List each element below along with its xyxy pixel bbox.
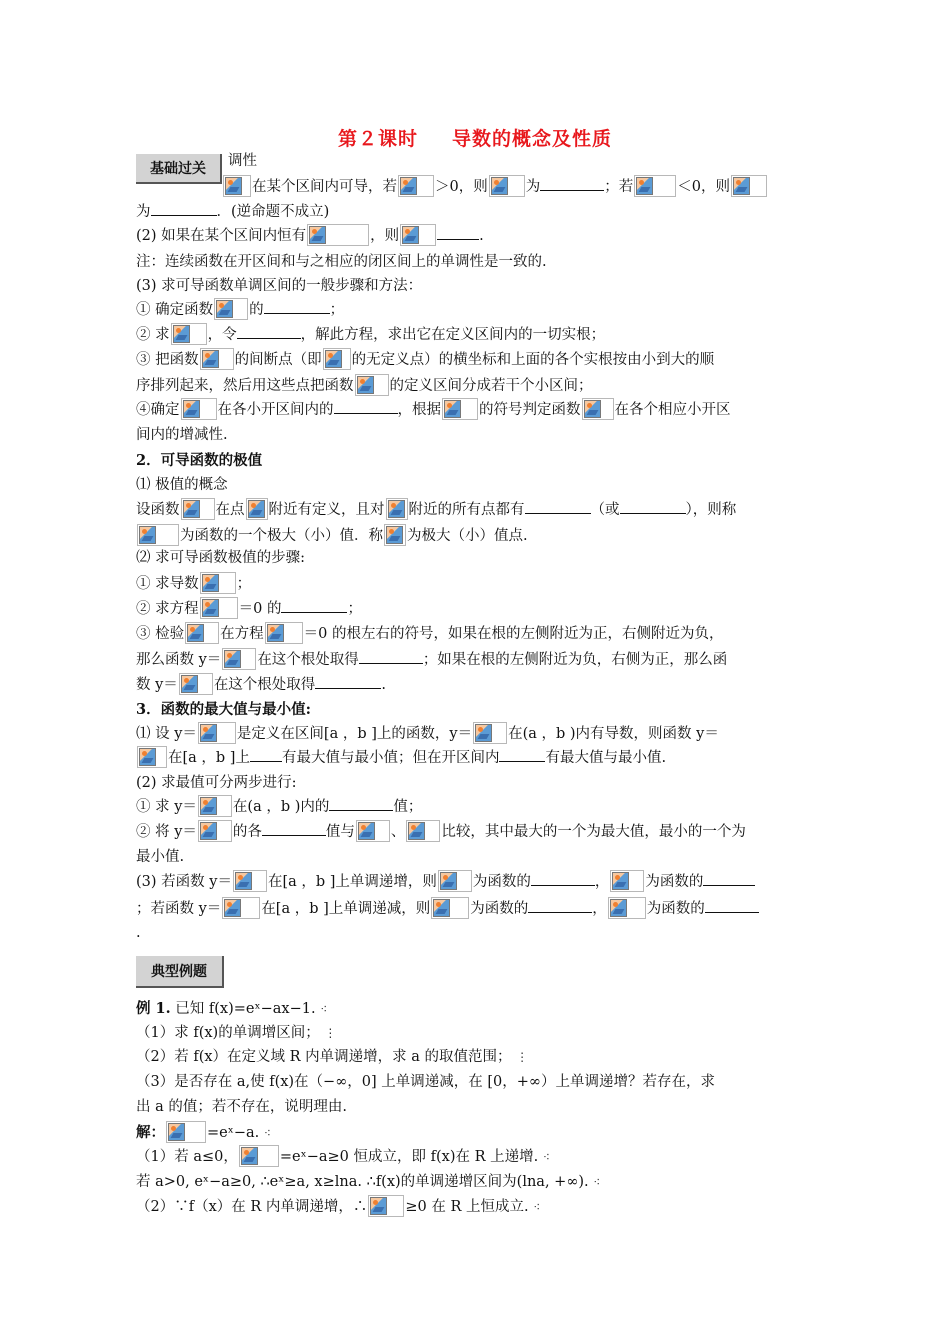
formula-image-icon <box>610 870 644 892</box>
formula-image-icon <box>200 348 234 370</box>
text-line: （3）是否存在 a,使 f(x)在（−∞，0] 上单调递减，在 [0，+∞）上单调递增？若存在，求 <box>136 1074 715 1090</box>
text-line: （2）若 f(x）在定义域 R 内单调递增，求 a 的取值范围； ⋮ <box>136 1049 529 1065</box>
formula-image-icon <box>200 597 238 619</box>
formula-image-icon <box>198 820 232 842</box>
formula-image-icon <box>198 722 236 744</box>
section-label-examples: 典型例题 <box>136 956 224 988</box>
formula-image-icon <box>198 795 232 817</box>
text-line: 数 y＝ 在这个根处取得 . <box>136 673 816 696</box>
formula-image-icon <box>400 224 436 246</box>
text-line: 出 a 的值；若不存在，说明理由. <box>136 1099 347 1115</box>
formula-image-icon <box>200 572 236 594</box>
formula-image-icon <box>166 1121 206 1143</box>
text-line: (3) 若函数 y＝ 在[a ，b ]上单调递增，则 为函数的 ， 为函数的 <box>136 870 816 893</box>
text-line: ③ 检验 在方程 ＝0 的根左右的符号，如果在根的左侧附近为正，右侧附近为负， <box>136 622 816 645</box>
formula-image-icon <box>239 1145 279 1167</box>
text-line: ② 将 y＝ 的各 值与 、 比较，其中最大的一个为最大值，最小的一个为 <box>136 820 816 843</box>
formula-image-icon <box>386 498 408 520</box>
formula-image-icon <box>222 648 256 670</box>
formula-image-icon <box>179 673 213 695</box>
text-line: （1）求 f(x)的单调增区间； ⋮ <box>136 1025 337 1041</box>
formula-image-icon <box>398 175 434 197</box>
formula-image-icon <box>731 175 767 197</box>
text-line: ④确定 在各小开区间内的 ，根据 的符号判定函数 在各个相应小开区 <box>136 398 816 421</box>
text-line: 为函数的一个极大（小）值．称 为极大（小）值点. <box>136 524 816 547</box>
formula-image-icon <box>608 897 646 919</box>
formula-image-icon <box>355 374 389 396</box>
text-line: ；若函数 y＝ 在[a ，b ]上单调递减，则 为函数的 ， 为函数的 <box>136 897 816 920</box>
text-line: 间内的增减性. <box>136 427 228 443</box>
text-line: 那么函数 y＝ 在这个根处取得 ；如果在根的左侧附近为负，右侧为正，那么函 <box>136 648 816 671</box>
text-line: ② 求方程 ＝0 的 ； <box>136 597 816 620</box>
lesson-number: 第２课时 <box>337 128 418 150</box>
formula-image-icon <box>223 175 251 197</box>
formula-image-icon <box>489 175 525 197</box>
formula-image-icon <box>222 897 260 919</box>
formula-image-icon <box>181 498 215 520</box>
page-title <box>0 124 950 151</box>
text-line: ③ 把函数 的间断点（即 的无定义点）的横坐标和上面的各个实根按由小到大的顺 <box>136 348 816 371</box>
formula-image-icon <box>181 398 217 420</box>
formula-image-icon <box>233 870 267 892</box>
text-line: ② 求 ，令 ，解此方程，求出它在定义区间内的一切实根； <box>136 323 816 346</box>
text-line: 序排列起来，然后用这些点把函数 的定义区间分成若干个小区间； <box>136 374 816 397</box>
formula-image-icon <box>246 498 268 520</box>
formula-image-icon <box>323 348 351 370</box>
section-heading: 3．函数的最大值与最小值: <box>136 701 311 718</box>
text-line: (2) 如果在某个区间内恒有 ，则 . <box>136 224 816 247</box>
text-line: ⑴ 设 y＝ 是定义在区间[a ，b ]上的函数，y＝ 在(a ，b )内有导数，则函数 y＝ <box>136 722 816 745</box>
formula-image-icon <box>171 323 207 345</box>
formula-image-icon <box>634 175 676 197</box>
text-line: （1）若 a≤0， =eˣ−a≥0 恒成立，即 f(x)在 R 上递增. ⁖ <box>136 1145 816 1168</box>
text-line: ① 求导数 ； <box>136 572 816 595</box>
formula-image-icon <box>185 622 219 644</box>
text-line: 设函数 在点 附近有定义，且对 附近的所有点都有 （或 ），则称 <box>136 498 816 521</box>
formula-image-icon <box>265 622 303 644</box>
text-line: （2）∵f（x）在 R 内单调递增，∴ ≥0 在 R 上恒成立. ⁖ <box>136 1195 816 1218</box>
text-line: ① 求 y＝ 在(a ，b )内的 值； <box>136 795 816 818</box>
formula-image-icon <box>384 524 406 546</box>
text-line: 在某个区间内可导，若 ＞0，则 为 ；若 ＜0，则 <box>222 175 902 198</box>
formula-image-icon <box>137 524 179 546</box>
formula-image-icon <box>368 1195 404 1217</box>
text-line: 最小值. <box>136 849 185 865</box>
text-line: (2) 求最值可分两步进行: <box>136 775 297 791</box>
text-line: ⑵ 求可导函数极值的步骤: <box>136 550 305 566</box>
text-line: (3) 求可导函数单调区间的一般步骤和方法： <box>136 278 423 294</box>
formula-image-icon <box>406 820 440 842</box>
text-line: 调性 <box>228 153 257 169</box>
formula-image-icon <box>356 820 390 842</box>
formula-image-icon <box>214 298 248 320</box>
lesson-topic: 导数的概念及性质 <box>452 128 613 150</box>
formula-image-icon <box>473 722 507 744</box>
text-line: ① 确定函数 的 ； <box>136 298 816 321</box>
formula-image-icon <box>431 897 469 919</box>
example-heading: 例 1. 已知 f(x)=eˣ−ax−1. ⁖ <box>136 1000 328 1017</box>
text-line: 注：连续函数在开区间和与之相应的闭区间上的单调性是一致的. <box>136 254 547 270</box>
formula-image-icon <box>307 224 369 246</box>
formula-image-icon <box>137 746 167 768</box>
text-line: 为 ．(逆命题不成立) <box>136 201 816 223</box>
text-line: ⑴ 极值的概念 <box>136 477 228 493</box>
formula-image-icon <box>438 870 472 892</box>
text-line: . <box>136 925 141 941</box>
formula-image-icon <box>442 398 478 420</box>
formula-image-icon <box>582 398 614 420</box>
section-label-basics: 基础过关 <box>136 154 222 184</box>
text-line: 解： =eˣ−a. ⁖ <box>136 1121 816 1144</box>
text-line: 若 a>0, eˣ−a≥0, ∴eˣ≥a, x≥lna. ∴f(x)的单调递增区间为(lna, +∞). ⁖ <box>136 1174 601 1190</box>
text-line: 在[a ，b ]上 有最大值与最小值；但在开区间内 有最大值与最小值. <box>136 746 816 769</box>
section-heading: 2．可导函数的极值 <box>136 452 263 469</box>
